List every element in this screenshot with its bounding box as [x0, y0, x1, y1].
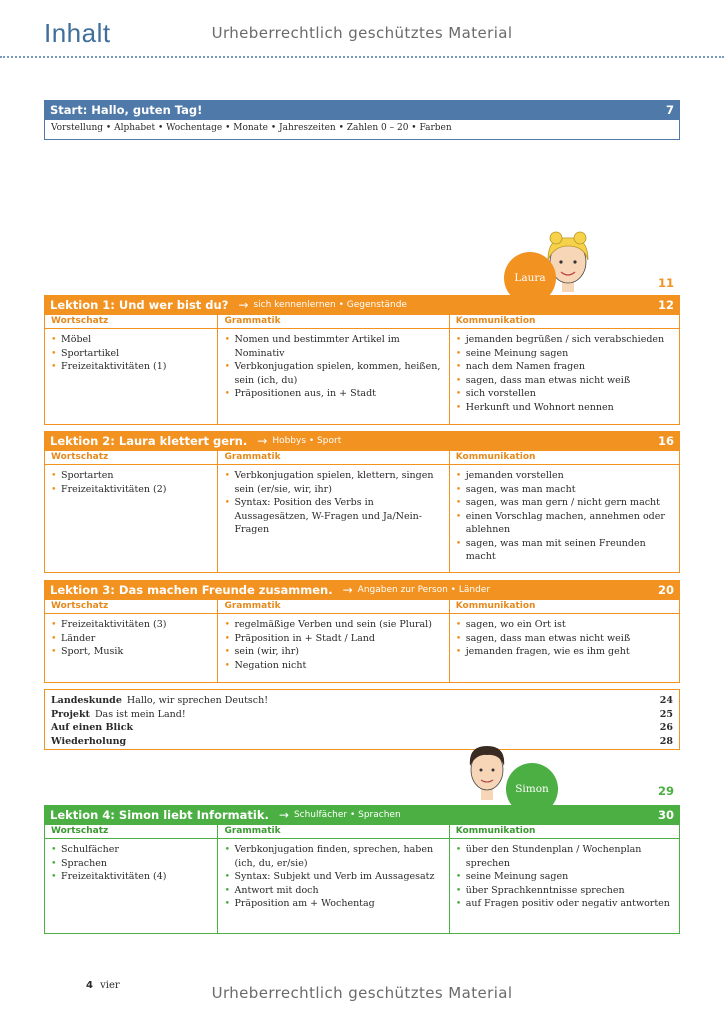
arrow-right-icon: →: [238, 298, 249, 312]
simon-bubble: Simon: [506, 763, 558, 815]
list-item: • über Sprachkenntnisse sprechen: [456, 884, 673, 898]
lesson-3-bar[interactable]: [44, 580, 680, 600]
arrow-right-icon: →: [278, 808, 289, 822]
list-item: • Sport, Musik: [51, 645, 211, 659]
laura-section-page: 11: [658, 276, 675, 290]
list-item: • Freizeitaktivitäten (4): [51, 870, 211, 884]
lesson-3-topics: Angaben zur Person • Länder: [357, 585, 491, 595]
list-item: • über den Stundenplan / Wochenplan sprechen: [456, 843, 673, 870]
list-item: • Präpositionen aus, in + Stadt: [224, 387, 442, 401]
list-item: • sein (wir, ihr): [224, 645, 442, 659]
list-item: • Sportarten: [51, 469, 211, 483]
lesson-3-title: Lektion 3: Das machen Freunde zusammen.: [50, 583, 333, 597]
list-item: • Länder: [51, 632, 211, 646]
list-item: • sagen, dass man etwas nicht weiß: [456, 632, 673, 646]
list-item: • Möbel: [51, 333, 211, 347]
list-item: • sich vorstellen: [456, 387, 673, 401]
extra-row-projekt[interactable]: [51, 708, 673, 722]
list-item: • Verbkonjugation finden, sprechen, haben (ich, du, er/sie): [224, 843, 442, 870]
lesson-2-table: [44, 451, 680, 573]
list-item: • Negation nicht: [224, 659, 442, 673]
laura-bubble: Laura: [504, 252, 556, 304]
list-item: • Präposition in + Stadt / Land: [224, 632, 442, 646]
list-item: • einen Vorschlag machen, annehmen oder ablehnen: [456, 510, 673, 537]
list-item: • Sprachen: [51, 857, 211, 871]
arrow-right-icon: →: [257, 434, 268, 448]
watermark-top: Urheberrechtlich geschütztes Material: [211, 24, 513, 42]
list-item: • nach dem Namen fragen: [456, 360, 673, 374]
list-item: • sagen, was man macht: [456, 483, 673, 497]
lesson-1-table: [44, 315, 680, 425]
lesson-1-title: Lektion 1: Und wer bist du?: [50, 298, 229, 312]
list-item: • jemanden begrüßen / sich verabschieden: [456, 333, 673, 347]
list-item: • Syntax: Subjekt und Verb im Aussagesatz: [224, 870, 442, 884]
list-item: • seine Meinung sagen: [456, 870, 673, 884]
start-section-bar[interactable]: [44, 100, 680, 120]
page-title: Inhalt: [44, 18, 111, 48]
list-item: • Schulfächer: [51, 843, 211, 857]
list-item: • auf Fragen positiv oder negativ antworten: [456, 897, 673, 911]
list-item: • Freizeitaktivitäten (1): [51, 360, 211, 374]
extra-page: 28: [659, 735, 673, 747]
lesson-3-table: [44, 600, 680, 683]
list-item: • Verbkonjugation spielen, klettern, singen sein (er/sie, wir, ihr): [224, 469, 442, 496]
extra-label: Auf einen Blick: [51, 722, 134, 733]
list-item: • sagen, dass man etwas nicht weiß: [456, 374, 673, 388]
lesson-4-title: Lektion 4: Simon liebt Informatik.: [50, 808, 269, 822]
list-item: • jemanden fragen, wie es ihm geht: [456, 645, 673, 659]
list-item: • Syntax: Position des Verbs in Aussagesätzen, W-Fragen und Ja/Nein-Fragen: [224, 496, 442, 537]
lesson-3-page: 20: [657, 583, 674, 597]
extra-page: 25: [659, 708, 673, 720]
header-wortschatz: Wortschatz: [51, 452, 109, 462]
extra-label: Wiederholung: [51, 735, 127, 747]
list-item: • Freizeitaktivitäten (3): [51, 618, 211, 632]
lesson-2-topics: Hobbys • Sport: [272, 436, 342, 446]
list-item: • Herkunft und Wohnort nennen: [456, 401, 673, 415]
list-item: • sagen, was man mit seinen Freunden macht: [456, 537, 673, 564]
list-item: • Sportartikel: [51, 347, 211, 361]
lesson-4-bar[interactable]: [44, 805, 680, 825]
list-item: • Präposition am + Wochentag: [224, 897, 442, 911]
header-grammatik: Grammatik: [217, 451, 448, 464]
list-item: • regelmäßige Verben und sein (sie Plural): [224, 618, 442, 632]
lesson-4-topics: Schulfächer • Sprachen: [293, 810, 401, 820]
list-item: • sagen, was man gern / nicht gern macht: [456, 496, 673, 510]
extra-label: Landeskunde: [51, 695, 122, 706]
header-wortschatz: Wortschatz: [51, 826, 109, 836]
header-kommunikation: Kommunikation: [449, 315, 679, 328]
extra-text: Hallo, wir sprechen Deutsch!: [126, 695, 269, 706]
header-kommunikation: Kommunikation: [449, 451, 679, 464]
lesson-1-topics: sich kennenlernen • Gegenstände: [253, 300, 407, 310]
watermark-bottom: Urheberrechtlich geschütztes Material: [211, 984, 513, 1002]
header-grammatik: Grammatik: [217, 825, 448, 838]
start-topics: Vorstellung • Alphabet • Wochentage • Monate • Jahreszeiten • Zahlen 0 – 20 • Farben: [44, 120, 680, 140]
footer-page-number: 4: [86, 980, 93, 991]
extra-text: Das ist mein Land!: [94, 708, 186, 720]
extra-page: 26: [659, 722, 673, 733]
header-wortschatz: Wortschatz: [51, 601, 109, 611]
extras-box: [44, 689, 680, 750]
start-page: 7: [665, 103, 674, 117]
list-item: • jemanden vorstellen: [456, 469, 673, 483]
arrow-right-icon: →: [342, 583, 353, 597]
lesson-4-page: 30: [657, 808, 674, 822]
list-item: • sagen, wo ein Ort ist: [456, 618, 673, 632]
lesson-1-page: 12: [657, 298, 674, 312]
list-item: • seine Meinung sagen: [456, 347, 673, 361]
lesson-2-page: 16: [657, 434, 674, 448]
list-item: • Verbkonjugation spielen, kommen, heißen, sein (ich, du): [224, 360, 442, 387]
header-grammatik: Grammatik: [217, 315, 448, 328]
lesson-1-bar[interactable]: [44, 295, 680, 315]
list-item: • Freizeitaktivitäten (2): [51, 483, 211, 497]
lesson-4-table: [44, 825, 680, 934]
simon-section-page: 29: [658, 784, 675, 798]
lesson-2-title: Lektion 2: Laura klettert gern.: [50, 434, 248, 448]
extra-row-auf-einen-blick[interactable]: [51, 721, 673, 735]
list-item: • Antwort mit doch: [224, 884, 442, 898]
header-grammatik: Grammatik: [217, 600, 448, 613]
start-title: Start: Hallo, guten Tag!: [50, 103, 203, 117]
header-wortschatz: Wortschatz: [51, 316, 109, 326]
list-item: • Nomen und bestimmter Artikel im Nominativ: [224, 333, 442, 360]
header-kommunikation: Kommunikation: [449, 825, 679, 838]
extra-label: Projekt: [51, 708, 90, 720]
extra-page: 24: [659, 695, 673, 706]
dotted-divider: [0, 56, 724, 58]
header-kommunikation: Kommunikation: [449, 600, 679, 613]
footer-page-word: vier: [100, 980, 120, 991]
extra-row-wiederholung[interactable]: [51, 735, 673, 749]
extra-row-landeskunde[interactable]: [51, 694, 673, 708]
lesson-2-bar[interactable]: [44, 431, 680, 451]
